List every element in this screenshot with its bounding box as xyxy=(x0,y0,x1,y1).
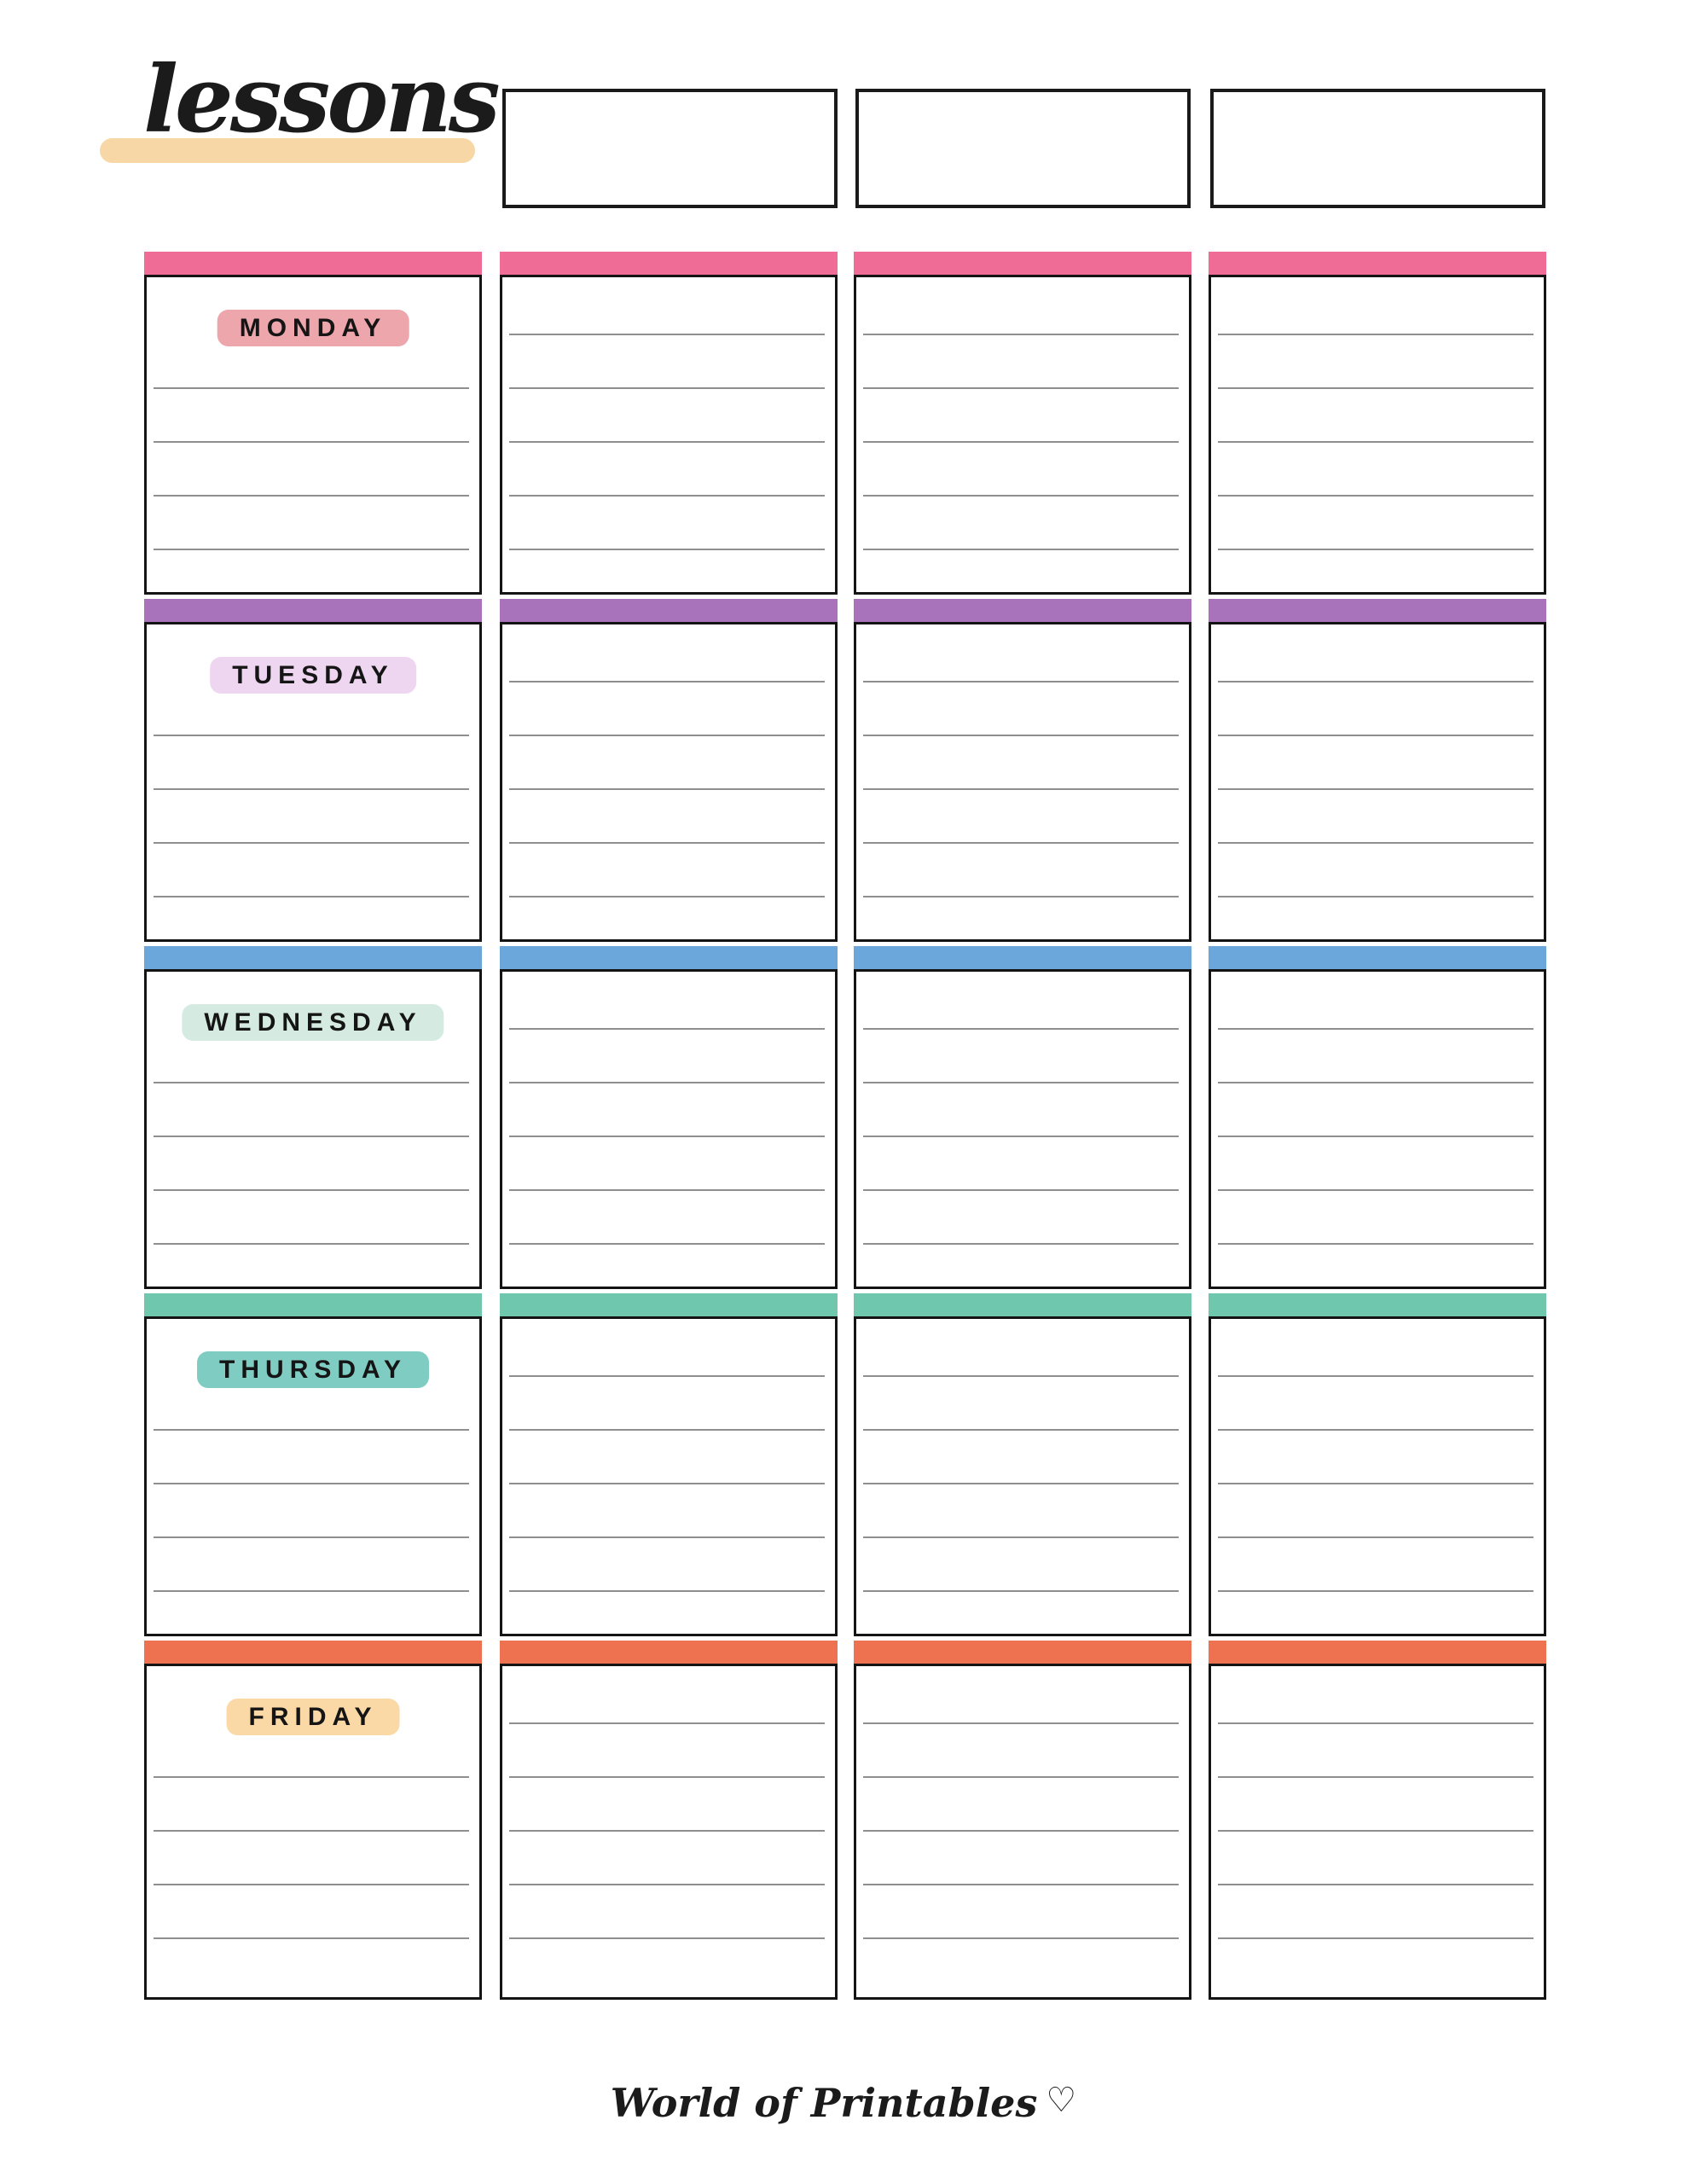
day-column xyxy=(1209,946,1546,1289)
ruled-line xyxy=(509,334,825,335)
ruled-line xyxy=(863,549,1179,550)
day-color-bar xyxy=(144,599,482,622)
ruled-line xyxy=(1218,1082,1533,1083)
ruled-line xyxy=(154,1830,469,1832)
day-label-pill xyxy=(210,657,416,694)
ruled-line xyxy=(863,735,1179,736)
day-label: THURSDAY xyxy=(219,1356,407,1384)
ruled-line xyxy=(154,842,469,844)
day-column xyxy=(854,599,1191,942)
day-notes-cell xyxy=(500,275,838,595)
ruled-line xyxy=(1218,1536,1533,1538)
ruled-line xyxy=(863,495,1179,497)
ruled-line xyxy=(863,1937,1179,1939)
ruled-line xyxy=(1218,334,1533,335)
day-notes-cell xyxy=(144,1316,482,1636)
ruled-line xyxy=(1218,1722,1533,1724)
day-label-pill xyxy=(182,1004,443,1041)
ruled-line xyxy=(509,842,825,844)
ruled-line xyxy=(1218,1028,1533,1030)
ruled-line xyxy=(863,788,1179,790)
ruled-line xyxy=(863,1243,1179,1245)
day-column xyxy=(144,1641,482,2000)
day-label-pill xyxy=(217,310,409,346)
day-label: WEDNESDAY xyxy=(204,1008,422,1037)
day-color-bar xyxy=(144,1641,482,1664)
day-notes-cell xyxy=(1209,1664,1546,2000)
ruled-line xyxy=(509,1884,825,1885)
header-box xyxy=(855,89,1191,208)
day-notes-cell xyxy=(500,1664,838,2000)
ruled-line xyxy=(154,1536,469,1538)
day-notes-cell xyxy=(500,969,838,1289)
ruled-line xyxy=(509,495,825,497)
ruled-line xyxy=(154,495,469,497)
ruled-line xyxy=(863,1722,1179,1724)
ruled-line xyxy=(509,1776,825,1778)
footer-brand xyxy=(0,2080,1687,2126)
heart-icon: ♡ xyxy=(1046,2080,1077,2120)
ruled-line xyxy=(509,1590,825,1592)
day-color-bar xyxy=(1209,1293,1546,1316)
ruled-line xyxy=(154,788,469,790)
ruled-line xyxy=(863,1082,1179,1083)
day-column xyxy=(144,946,482,1289)
ruled-line xyxy=(509,735,825,736)
ruled-line xyxy=(863,1375,1179,1377)
day-column xyxy=(500,599,838,942)
ruled-line xyxy=(1218,1243,1533,1245)
ruled-line xyxy=(154,896,469,897)
ruled-line xyxy=(1218,1136,1533,1137)
day-column xyxy=(500,252,838,595)
day-color-bar xyxy=(500,599,838,622)
day-color-bar xyxy=(1209,599,1546,622)
ruled-line xyxy=(863,1483,1179,1484)
ruled-line xyxy=(863,1830,1179,1832)
day-notes-cell xyxy=(1209,969,1546,1289)
ruled-line xyxy=(509,1189,825,1191)
day-color-bar xyxy=(1209,252,1546,275)
ruled-line xyxy=(1218,1830,1533,1832)
ruled-line xyxy=(509,1375,825,1377)
ruled-line xyxy=(509,1830,825,1832)
day-column xyxy=(1209,1293,1546,1636)
day-column xyxy=(1209,252,1546,595)
ruled-line xyxy=(863,1590,1179,1592)
day-color-bar xyxy=(500,946,838,969)
ruled-line xyxy=(154,1243,469,1245)
day-label: MONDAY xyxy=(239,314,387,342)
day-notes-cell xyxy=(854,1664,1191,2000)
day-column xyxy=(144,252,482,595)
day-color-bar xyxy=(854,1641,1191,1664)
ruled-line xyxy=(1218,387,1533,389)
ruled-line xyxy=(509,1082,825,1083)
day-label: FRIDAY xyxy=(248,1703,378,1731)
day-column xyxy=(500,1293,838,1636)
ruled-line xyxy=(863,1028,1179,1030)
day-column xyxy=(854,946,1191,1289)
day-notes-cell xyxy=(1209,275,1546,595)
day-color-bar xyxy=(144,252,482,275)
ruled-line xyxy=(1218,1884,1533,1885)
ruled-line xyxy=(863,1776,1179,1778)
ruled-line xyxy=(509,896,825,897)
ruled-line xyxy=(863,842,1179,844)
ruled-line xyxy=(863,1536,1179,1538)
ruled-line xyxy=(509,387,825,389)
day-notes-cell xyxy=(1209,622,1546,942)
day-color-bar xyxy=(1209,946,1546,969)
day-column xyxy=(500,946,838,1289)
ruled-line xyxy=(509,1483,825,1484)
day-notes-cell xyxy=(1209,1316,1546,1636)
ruled-line xyxy=(154,549,469,550)
day-column xyxy=(1209,599,1546,942)
ruled-line xyxy=(1218,1483,1533,1484)
day-notes-cell xyxy=(854,622,1191,942)
ruled-line xyxy=(154,387,469,389)
ruled-line xyxy=(1218,842,1533,844)
ruled-line xyxy=(1218,441,1533,443)
ruled-line xyxy=(154,1937,469,1939)
ruled-line xyxy=(509,1243,825,1245)
ruled-line xyxy=(154,441,469,443)
day-column xyxy=(854,1293,1191,1636)
ruled-line xyxy=(509,681,825,682)
ruled-line xyxy=(1218,1375,1533,1377)
day-column xyxy=(1209,1641,1546,2000)
ruled-line xyxy=(154,1776,469,1778)
ruled-line xyxy=(509,1937,825,1939)
day-column xyxy=(500,1641,838,2000)
ruled-line xyxy=(154,1884,469,1885)
day-label-pill xyxy=(197,1351,429,1388)
day-color-bar xyxy=(854,1293,1191,1316)
ruled-line xyxy=(1218,1776,1533,1778)
day-notes-cell xyxy=(500,1316,838,1636)
ruled-line xyxy=(154,1082,469,1083)
day-notes-cell xyxy=(144,275,482,595)
ruled-line xyxy=(863,681,1179,682)
ruled-line xyxy=(863,334,1179,335)
ruled-line xyxy=(154,735,469,736)
ruled-line xyxy=(509,1136,825,1137)
day-label-pill xyxy=(227,1699,400,1735)
ruled-line xyxy=(1218,1937,1533,1939)
ruled-line xyxy=(1218,896,1533,897)
day-color-bar xyxy=(854,252,1191,275)
ruled-line xyxy=(863,1189,1179,1191)
ruled-line xyxy=(1218,1590,1533,1592)
ruled-line xyxy=(1218,1189,1533,1191)
day-color-bar xyxy=(144,946,482,969)
day-column xyxy=(144,599,482,942)
ruled-line xyxy=(509,1722,825,1724)
day-notes-cell xyxy=(144,969,482,1289)
day-notes-cell xyxy=(854,969,1191,1289)
ruled-line xyxy=(509,1028,825,1030)
ruled-line xyxy=(1218,735,1533,736)
page-title: lessons xyxy=(143,46,497,154)
ruled-line xyxy=(863,1429,1179,1431)
ruled-line xyxy=(1218,495,1533,497)
ruled-line xyxy=(1218,1429,1533,1431)
ruled-line xyxy=(863,896,1179,897)
ruled-line xyxy=(154,1189,469,1191)
day-color-bar xyxy=(144,1293,482,1316)
day-notes-cell xyxy=(500,622,838,942)
day-column xyxy=(144,1293,482,1636)
ruled-line xyxy=(154,1429,469,1431)
day-notes-cell xyxy=(854,1316,1191,1636)
day-color-bar xyxy=(500,1293,838,1316)
day-notes-cell xyxy=(144,622,482,942)
ruled-line xyxy=(509,1429,825,1431)
ruled-line xyxy=(1218,681,1533,682)
header-box xyxy=(502,89,838,208)
ruled-line xyxy=(509,1536,825,1538)
ruled-line xyxy=(863,387,1179,389)
day-color-bar xyxy=(854,599,1191,622)
ruled-line xyxy=(509,549,825,550)
ruled-line xyxy=(863,1884,1179,1885)
day-color-bar xyxy=(854,946,1191,969)
ruled-line xyxy=(154,1136,469,1137)
ruled-line xyxy=(509,788,825,790)
ruled-line xyxy=(154,1483,469,1484)
day-label: TUESDAY xyxy=(232,661,394,689)
day-color-bar xyxy=(500,252,838,275)
header-box xyxy=(1210,89,1545,208)
ruled-line xyxy=(863,1136,1179,1137)
ruled-line xyxy=(863,441,1179,443)
footer-text: World of Printables xyxy=(610,2080,1038,2126)
day-color-bar xyxy=(500,1641,838,1664)
ruled-line xyxy=(1218,549,1533,550)
day-column xyxy=(854,1641,1191,2000)
day-notes-cell xyxy=(854,275,1191,595)
day-notes-cell xyxy=(144,1664,482,2000)
day-column xyxy=(854,252,1191,595)
ruled-line xyxy=(154,1590,469,1592)
ruled-line xyxy=(1218,788,1533,790)
ruled-line xyxy=(509,441,825,443)
day-color-bar xyxy=(1209,1641,1546,1664)
